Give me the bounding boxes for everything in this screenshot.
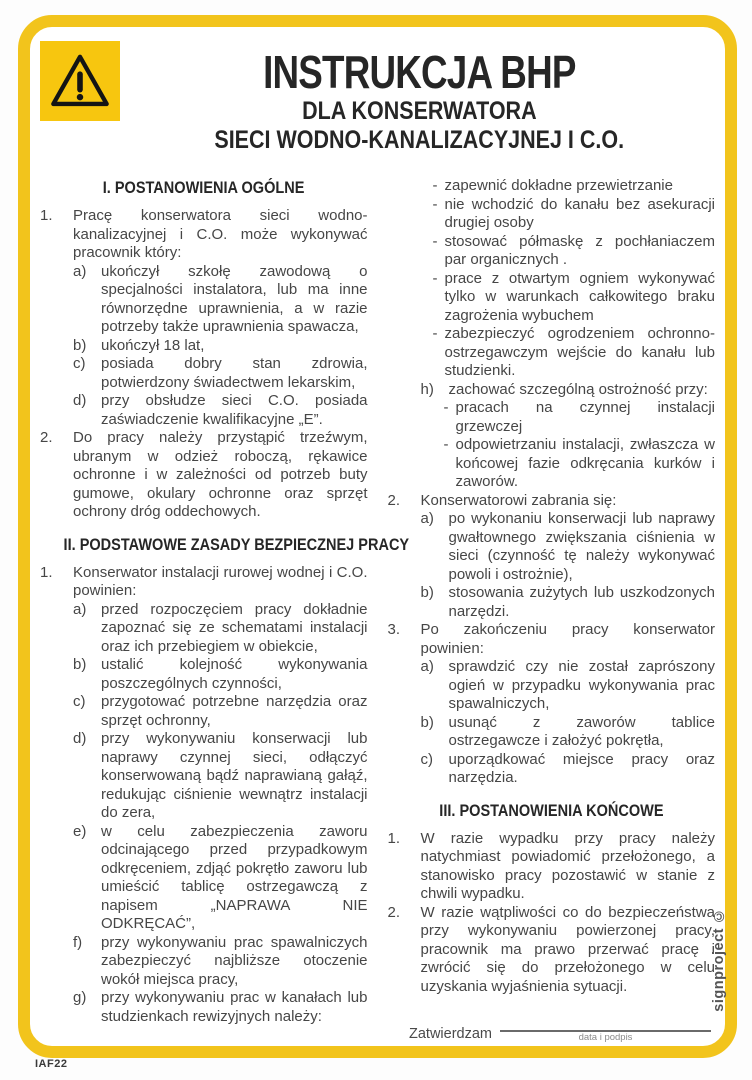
item-label: b) — [73, 336, 87, 354]
item-label: c) — [420, 750, 433, 768]
list-item: - stosować półmaskę z pochłaniaczem par organicznych . — [432, 232, 715, 268]
list-item: g) przy wykonywaniu prac w kanałach lub studzienkach rewizyjnych należy: — [73, 989, 368, 1025]
item-label: h) — [420, 380, 434, 398]
page-subtitle-2: SIECI WODNO-KANALIZACYJNEJ I C.O. — [214, 126, 625, 154]
item-label: b) — [420, 584, 434, 601]
list-item: 1. W razie wypadku przy pracy należy natychmiast powiadomić przełożonego, a stanowisko pracy pozostawić w stanie z chwili wypadku. — [387, 829, 715, 902]
list-item: 1. Pracę konserwatora sieci wodno-kanalizacyjnej i C.O. może wykonywać pracownik który: — [40, 207, 368, 261]
list-item: a) sprawdzić czy nie został zaprószony ogień w przypadku wykonywania prac spawalniczych, — [420, 658, 715, 712]
item-label: c) — [73, 693, 86, 710]
left-column — [40, 177, 410, 1038]
warning-icon — [40, 41, 120, 121]
list-item: e) w celu zabezpieczenia zaworu odcinającego przed przypadkowym odkręceniem, zdjąć pokrętło zaworu lub umieścić tablicę ostrzegawczą z napisem „NAPRAWA NIE ODKRĘCAĆ”, — [73, 822, 368, 932]
list-item: - nie wchodzić do kanału bez asekuracji drugiej osoby — [432, 195, 715, 231]
item-label: - — [443, 399, 449, 416]
approval-label: Zatwierdzam — [409, 1026, 492, 1042]
item-label: e) — [73, 822, 87, 840]
list-item: f) przy wykonywaniu prac spawalniczych zabezpieczyć najbliższe otoczenie wokół miejsca pracy, — [73, 933, 368, 988]
list-item: c) przygotować potrzebne narzędzia oraz sprzęt ochronny, — [73, 693, 368, 729]
item-label: c) — [73, 355, 86, 372]
item-label: - — [432, 195, 438, 213]
item-label: d) — [73, 392, 87, 409]
list-item: - zabezpieczyć ogrodzeniem ochronno-ostrzegawczym wejście do kanału lub studzienki. — [432, 325, 715, 379]
item-label: 2. — [387, 491, 401, 509]
list-item: d) przy obsłudze sieci C.O. posiada zaświadczenie kwalifikacyjne „E”. — [73, 392, 368, 428]
list-item: h) zachować szczególną ostrożność przy: — [420, 380, 708, 398]
item-label: - — [443, 436, 449, 453]
list-item: 3. Po zakończeniu pracy konserwator powinien: — [387, 621, 715, 657]
signature-area — [500, 1020, 711, 1044]
list-item: b) ukończył 18 lat, — [73, 336, 205, 354]
section-heading: II. PODSTAWOWE ZASADY BEZPIECZNEJ PRACY — [63, 535, 410, 554]
list-item: a) ukończył szkołę zawodową o specjalności instalatora, lub ma inne równorzędne uprawnienia, a w razie potrzeby także uprawnienia spawacza, — [73, 262, 368, 335]
item-label: d) — [73, 730, 87, 747]
right-column — [388, 177, 716, 1038]
section-heading: III. POSTANOWIENIA KOŃCOWE — [439, 801, 664, 820]
list-item: c) uporządkować miejsce pracy oraz narzędzia. — [420, 750, 715, 786]
catalog-code: IAF22 — [35, 1058, 68, 1070]
item-label: - — [432, 177, 438, 194]
item-label: 1. — [387, 829, 401, 847]
item-label: 2. — [40, 429, 53, 446]
item-label: b) — [73, 656, 87, 673]
list-item: 2. Do pracy należy przystąpić trzeźwym, ubranym w odzież roboczą, rękawice ochronne i w zależności od potrzeb buty gumowe, okulary ochronne oraz sprzęt ochrony dróg oddechowych. — [40, 429, 368, 520]
list-item: - zapewnić dokładne przewietrzanie — [432, 177, 673, 194]
list-item: 2. Konserwatorowi zabrania się: — [387, 491, 617, 509]
item-label: - — [432, 325, 438, 342]
list-item: a) przed rozpoczęciem pracy dokładnie zapoznać się ze schematami instalacji oraz ich przebiegiem w obiekcie, — [73, 600, 368, 655]
list-item: - pracach na czynnej instalacji grzewczej — [443, 399, 715, 435]
page-title: INSTRUKCJA BHP — [263, 46, 576, 98]
item-label: f) — [73, 933, 83, 951]
item-label: 3. — [387, 621, 401, 638]
list-item: 1. Konserwator instalacji rurowej wodnej i C.O. powinien: — [40, 563, 368, 599]
vendor-credit: signproject © — [711, 907, 727, 1012]
signature-line[interactable] — [500, 1020, 711, 1032]
instruction-sheet-frame — [18, 15, 737, 1058]
header — [118, 47, 721, 155]
list-item: 2. W razie wątpliwości co do bezpieczeństwa przy wykonywaniu powierzonej pracy, pracownik ma prawo przerwać pracę i zwrócić się do przełożonego w celu uzyskania wyjaśnienia sytuacji. — [387, 903, 715, 995]
item-label: - — [432, 269, 438, 287]
list-item: - odpowietrzaniu instalacji, zwłaszcza w końcowej fazie odkręcania kurków i zaworów. — [443, 436, 715, 490]
warning-triangle-icon — [47, 50, 113, 112]
section-heading: I. POSTANOWIENIA OGÓLNE — [102, 179, 305, 197]
list-item: b) stosowania zużytych lub uszkodzonych narzędzi. — [420, 584, 715, 620]
page-subtitle-1: DLA KONSERWATORA — [302, 97, 537, 125]
list-item: d) przy wykonywaniu konserwacji lub naprawy czynnej sieci, odłączyć konserwowaną bądź naprawianą gałąź, redukując ciśnienie wewnątrz instalacji do zera, — [73, 730, 368, 821]
list-item: - prace z otwartym ogniem wykonywać tylko w warunkach całkowitego braku zagrożenia wybuchem — [432, 269, 715, 324]
list-item: a) po wykonaniu konserwacji lub naprawy gwałtownego zwiększania ciśnienia w sieci (czynność tę należy wykonywać powoli i ostrożnie), — [420, 510, 715, 583]
item-label: a) — [73, 600, 87, 618]
list-item: b) ustalić kolejność wykonywania poszczególnych czynności, — [73, 656, 368, 692]
item-label: 1. — [40, 563, 53, 581]
item-label: 1. — [40, 207, 53, 224]
item-label: g) — [73, 989, 87, 1006]
item-label: a) — [420, 658, 434, 675]
approval-row — [409, 1020, 711, 1044]
item-label: a) — [420, 510, 434, 527]
item-label: b) — [420, 713, 434, 731]
item-label: a) — [73, 262, 87, 280]
list-item: c) posiada dobry stan zdrowia, potwierdzony świadectwem lekarskim, — [73, 355, 368, 391]
list-item: b) usunąć z zaworów tablice ostrzegawcze i założyć pokrętła, — [420, 713, 715, 749]
content-columns — [40, 177, 715, 1038]
item-label: - — [432, 232, 438, 250]
item-label: 2. — [387, 903, 401, 921]
signature-caption: data i podpis — [578, 1032, 633, 1043]
